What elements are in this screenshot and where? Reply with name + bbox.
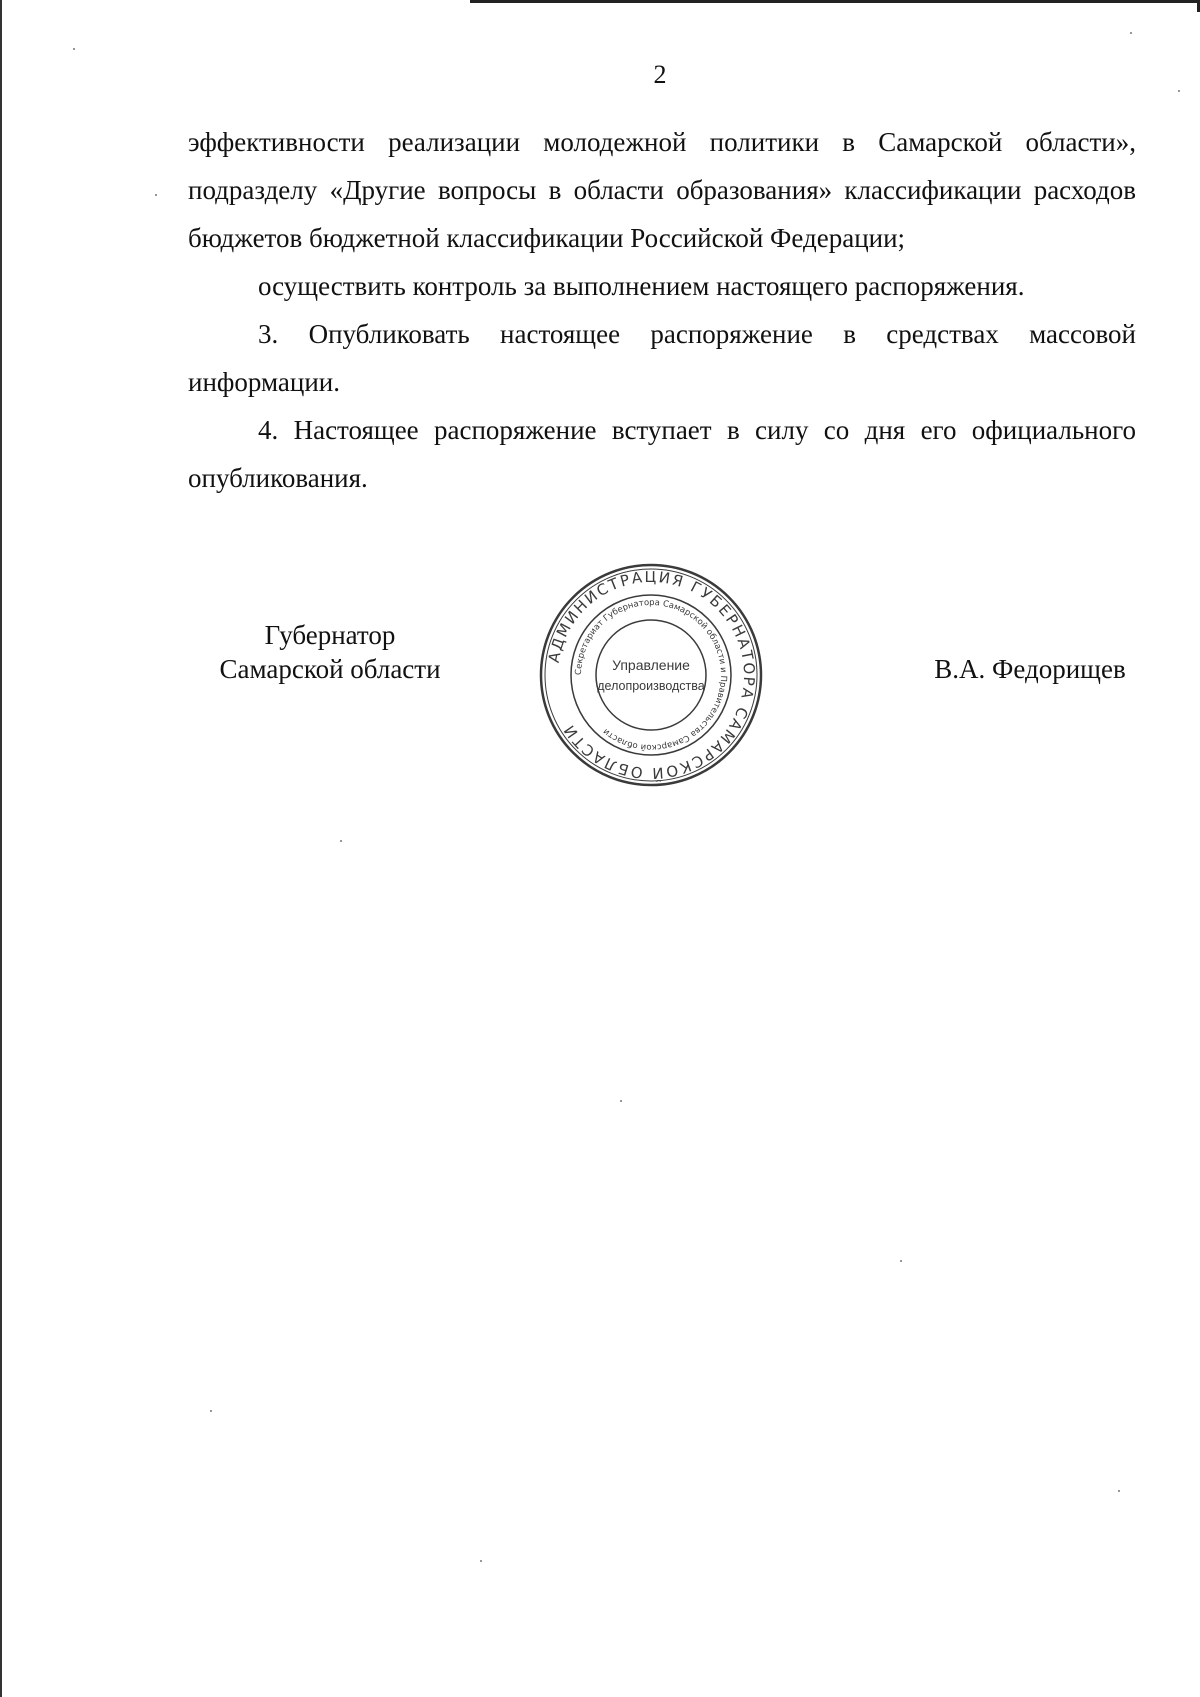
signatory-position (200, 618, 460, 686)
stamp-outer-text: АДМИНИСТРАЦИЯ ГУБЕРНАТОРА САМАРСКОЙ ОБЛАСТИ (544, 567, 759, 783)
paragraph-control: осуществить контроль за выполнением настоящего распоряжения. (258, 271, 1025, 301)
scan-edge-left (0, 0, 2, 1697)
scan-edge-top (470, 0, 1200, 3)
scan-speck (900, 1260, 902, 1262)
stamp-inner-border (596, 620, 706, 730)
paragraph-item-3: 3. Опубликовать настоящее распоряжение в средствах массовой информации. (188, 319, 1136, 397)
scan-speck (480, 1560, 482, 1562)
signatory-name: В.А. Федорищев (934, 654, 1126, 684)
scan-speck (210, 1410, 212, 1412)
page-number: 2 (653, 60, 667, 89)
stamp-center-line-1: Управление (612, 657, 690, 673)
official-stamp (536, 560, 766, 790)
scan-speck (1118, 1490, 1120, 1492)
signatory-position-line-2: Самарской области (219, 654, 441, 684)
signatory-position-line-1: Губернатор (264, 620, 396, 650)
scan-speck (155, 194, 157, 196)
scan-speck (1130, 32, 1132, 34)
stamp-center-line-2: делопроизводства (597, 679, 705, 693)
scan-speck (620, 1100, 622, 1102)
stamp-middle-border (571, 595, 731, 755)
scan-speck (340, 840, 342, 842)
document-body (188, 118, 1136, 502)
paragraph-continuation: эффективности реализации молодежной политики в Самарской области», подразделу «Другие вопросы в области образования» классификации расходов бюджетов бюджетной классификации Российской Федерации; (188, 127, 1136, 253)
scan-speck (73, 48, 75, 50)
stamp-inner-text: Секретариат Губернатора Самарской области и Правительства Самарской области (573, 597, 729, 753)
paragraph-item-4: 4. Настоящее распоряжение вступает в силу со дня его официального опубликования. (188, 415, 1136, 493)
scan-speck (1178, 90, 1180, 92)
